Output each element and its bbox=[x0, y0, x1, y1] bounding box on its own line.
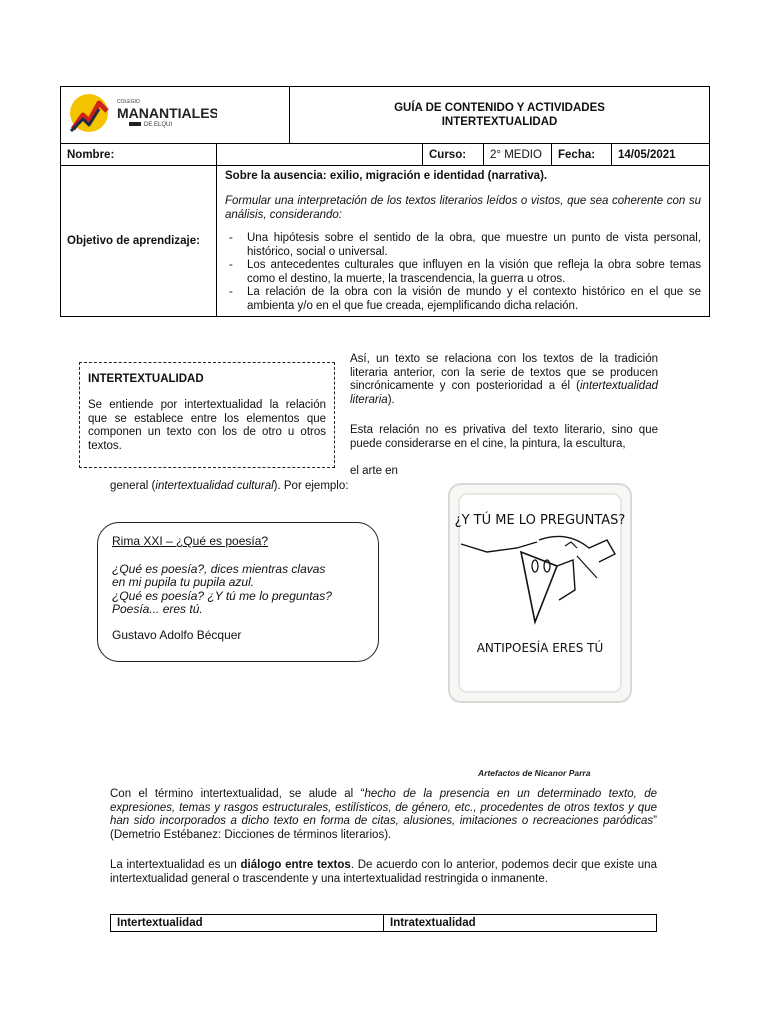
nombre-label: Nombre: bbox=[61, 144, 217, 166]
right-paragraph-3 bbox=[110, 480, 410, 494]
body-paragraph-2 bbox=[110, 859, 657, 886]
fecha-value: 14/05/2021 bbox=[612, 144, 710, 166]
guide-subtitle: INTERTEXTUALIDAD bbox=[441, 116, 558, 128]
artwork-caption: Artefactos de Nicanor Parra bbox=[478, 768, 591, 778]
logo-cell bbox=[61, 87, 290, 144]
comparison-table bbox=[110, 914, 657, 932]
objetivo-title: Sobre la ausencia: exilio, migración e identidad (narrativa). bbox=[225, 170, 548, 182]
nombre-field[interactable] bbox=[217, 144, 423, 166]
poem-title: Rima XXI – ¿Qué es poesía? bbox=[112, 534, 269, 548]
objetivo-item: - Los antecedentes culturales que influyen en la visión que refleja la obra sobre temas como el destino, la muerte, la trascendencia, la guerra u otros. bbox=[225, 259, 701, 286]
text-span: Esta relación no es privativa del texto literario, sino que puede considerarse en el cine, la pintura, la escultura, bbox=[350, 424, 658, 450]
curso-value: 2° MEDIO bbox=[484, 144, 552, 166]
text-span: Así, un texto se relaciona con los textos de la tradición literaria anterior, con la serie de textos que se producen sincrónicamente y con posterioridad a él ( bbox=[350, 353, 658, 392]
text-span: Con el término intertextualidad, se alude al “ bbox=[110, 788, 365, 800]
text-span: . De acuerdo con lo anterior, podemos decir que existe una intertextualidad general o trascendente y una intertextualidad restringida o inmanente. bbox=[110, 859, 657, 885]
guide-title: GUÍA DE CONTENIDO Y ACTIVIDADES bbox=[394, 102, 605, 114]
poem-line: ¿Qué es poesía?, dices mientras clavas bbox=[112, 561, 326, 576]
logo-tag-text: DE ELQUI bbox=[144, 122, 173, 128]
objetivo-content bbox=[217, 166, 710, 317]
bold-term: diálogo entre textos bbox=[240, 859, 351, 871]
table-header-intertextualidad: Intertextualidad bbox=[111, 915, 384, 932]
text-span: ” (Demetrio Estébanez: Dicciones de términos literarios). bbox=[110, 815, 657, 841]
artwork-paper-plate bbox=[447, 482, 633, 704]
artwork-bottom-text: ANTIPOESÍA ERES TÚ bbox=[476, 641, 604, 655]
italic-term: intertextualidad cultural bbox=[155, 480, 274, 492]
poem-line: ¿Qué es poesía? ¿Y tú me lo preguntas? bbox=[112, 588, 332, 603]
italic-quote: hecho de la presencia en un determinado texto, de expresiones, temas y rasgos estructurales, estilísticos, de género, etc., procedentes de otros textos y que han sido incorporados a dicho texto en forma de citas, alusiones, imitaciones o recreaciones paródicas bbox=[110, 788, 657, 827]
text-span: general ( bbox=[110, 480, 156, 492]
table-header-intratextualidad: Intratextualidad bbox=[384, 915, 657, 932]
right-paragraph-2 bbox=[350, 424, 658, 451]
logo-small-text: COLEGIO bbox=[117, 99, 140, 105]
italic-term: intertextualidad literaria bbox=[350, 380, 658, 406]
guide-title-cell bbox=[290, 87, 710, 144]
poem-author: Gustavo Adolfo Bécquer bbox=[112, 627, 242, 642]
text-span: ). Por ejemplo: bbox=[273, 480, 349, 492]
poem-box bbox=[97, 522, 379, 662]
definition-title: INTERTEXTUALIDAD bbox=[88, 373, 204, 385]
objetivo-label: Objetivo de aprendizaje: bbox=[61, 166, 217, 317]
right-paragraph-2-end: el arte en bbox=[350, 465, 398, 477]
objetivo-item: - La relación de la obra con la visión de mundo y el contexto histórico en el que se ambienta y/o en el que fue creada, ejemplificando dicha relación. bbox=[225, 286, 701, 313]
definition-text: Se entiende por intertextualidad la relación que se establece entre los elementos que componen un texto con los de otro u otros textos. bbox=[88, 399, 326, 452]
objetivo-item: - Una hipótesis sobre el sentido de la obra, que muestre un punto de vista personal, histórico, social o universal. bbox=[225, 232, 701, 259]
body-paragraph-1 bbox=[110, 788, 657, 842]
fecha-label: Fecha: bbox=[552, 144, 612, 166]
logo-big-text: MANANTIALES bbox=[117, 105, 217, 121]
right-paragraph-1 bbox=[350, 353, 658, 407]
text-span: ). bbox=[387, 393, 395, 406]
poem-verses bbox=[112, 563, 364, 617]
text-span: La intertextualidad es un bbox=[110, 859, 241, 871]
artwork-top-text: ¿Y TÚ ME LO PREGUNTAS? bbox=[454, 513, 626, 528]
curso-label: Curso: bbox=[423, 144, 484, 166]
header-table bbox=[60, 86, 710, 317]
poem-line: en mi pupila tu pupila azul. bbox=[112, 575, 255, 589]
definition-box bbox=[79, 362, 335, 468]
objetivo-intro: Formular una interpretación de los textos literarios leídos o vistos, que sea coherente con su análisis, considerando: bbox=[225, 195, 702, 221]
poem-line: Poesía... eres tú. bbox=[112, 602, 203, 616]
objetivo-list bbox=[225, 232, 701, 313]
school-logo bbox=[67, 89, 217, 137]
